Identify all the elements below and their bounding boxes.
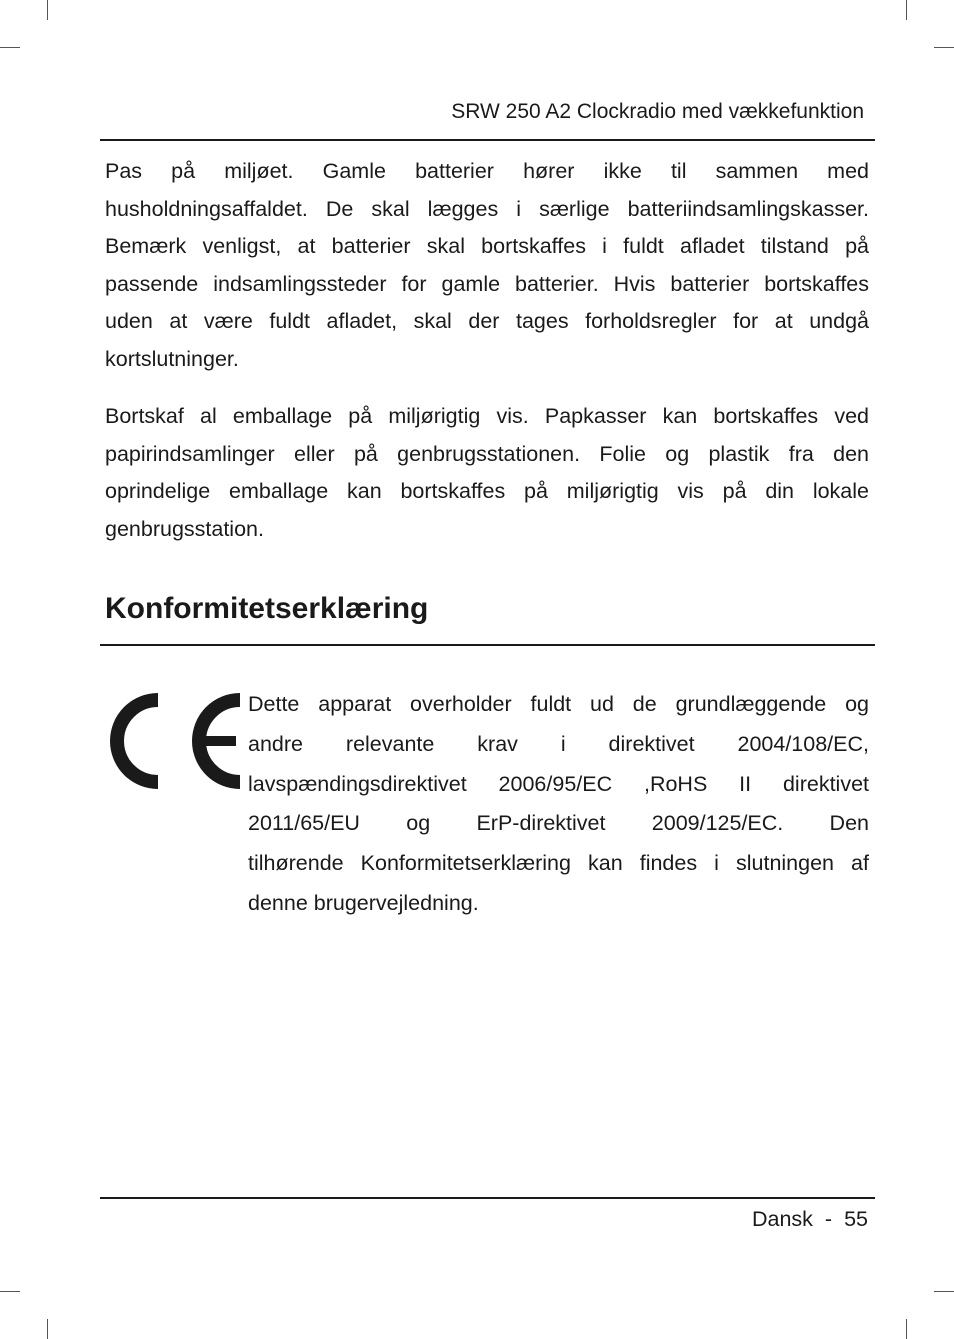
- text-line: Bortskaf al emballage på miljørigtig vis. Papkasser kan bortskaffes ved: [105, 404, 869, 428]
- text-line: lavspændingsdirektivet 2006/95/EC ,RoHS II direktivet: [248, 771, 869, 796]
- text-line: tilhørende Konformitetserklæring kan findes i slutningen af: [248, 851, 869, 876]
- crop-mark: [934, 1291, 954, 1292]
- text-line: genbrugsstation.: [105, 516, 264, 541]
- page-footer: [752, 1207, 868, 1232]
- paragraph-packaging: [105, 398, 869, 548]
- text-line: kortslutninger.: [105, 346, 239, 371]
- crop-mark: [47, 1319, 48, 1339]
- text-line: 2011/65/EU og ErP-direktivet 2009/125/EC. Den: [248, 811, 869, 836]
- paragraph-conformity: [248, 685, 869, 924]
- section-rule: [100, 644, 875, 646]
- page-number: 55: [844, 1207, 868, 1231]
- text-line: husholdningsaffaldet. De skal lægges i særlige batteriindsamlingskasser.: [105, 196, 869, 221]
- footer-language: Dansk: [751, 1207, 813, 1231]
- paragraph-batteries: [105, 153, 869, 379]
- crop-mark: [0, 1291, 20, 1292]
- text-line: denne brugervejledning.: [248, 890, 479, 915]
- section-heading: Konformitetserklæring: [105, 592, 429, 625]
- ce-mark-icon: [100, 685, 250, 800]
- footer-separator: -: [824, 1207, 833, 1231]
- footer-rule: [100, 1197, 875, 1199]
- running-header: SRW 250 A2 Clockradio med vækkefunktion: [451, 100, 864, 123]
- text-line: Pas på miljøet. Gamle batterier hører ikke til sammen med: [105, 159, 869, 183]
- crop-mark: [906, 0, 907, 20]
- text-line: andre relevante krav i direktivet 2004/108/EC,: [248, 731, 869, 756]
- text-line: uden at være fuldt afladet, skal der tages forholdsregler for at undgå: [105, 309, 869, 334]
- crop-mark: [0, 47, 20, 48]
- crop-mark: [47, 0, 48, 20]
- text-line: passende indsamlingssteder for gamle batterier. Hvis batterier bortskaffes: [105, 271, 869, 296]
- text-line: papirindsamlinger eller på genbrugsstationen. Folie og plastik fra den: [105, 441, 869, 466]
- crop-mark: [906, 1319, 907, 1339]
- text-line: Dette apparat overholder fuldt ud de grundlæggende og: [248, 692, 869, 716]
- text-line: oprindelige emballage kan bortskaffes på miljørigtig vis på din lokale: [105, 479, 869, 504]
- crop-mark: [934, 47, 954, 48]
- text-line: Bemærk venligst, at batterier skal bortskaffes i fuldt afladet tilstand på: [105, 234, 869, 259]
- header-rule: [100, 139, 875, 141]
